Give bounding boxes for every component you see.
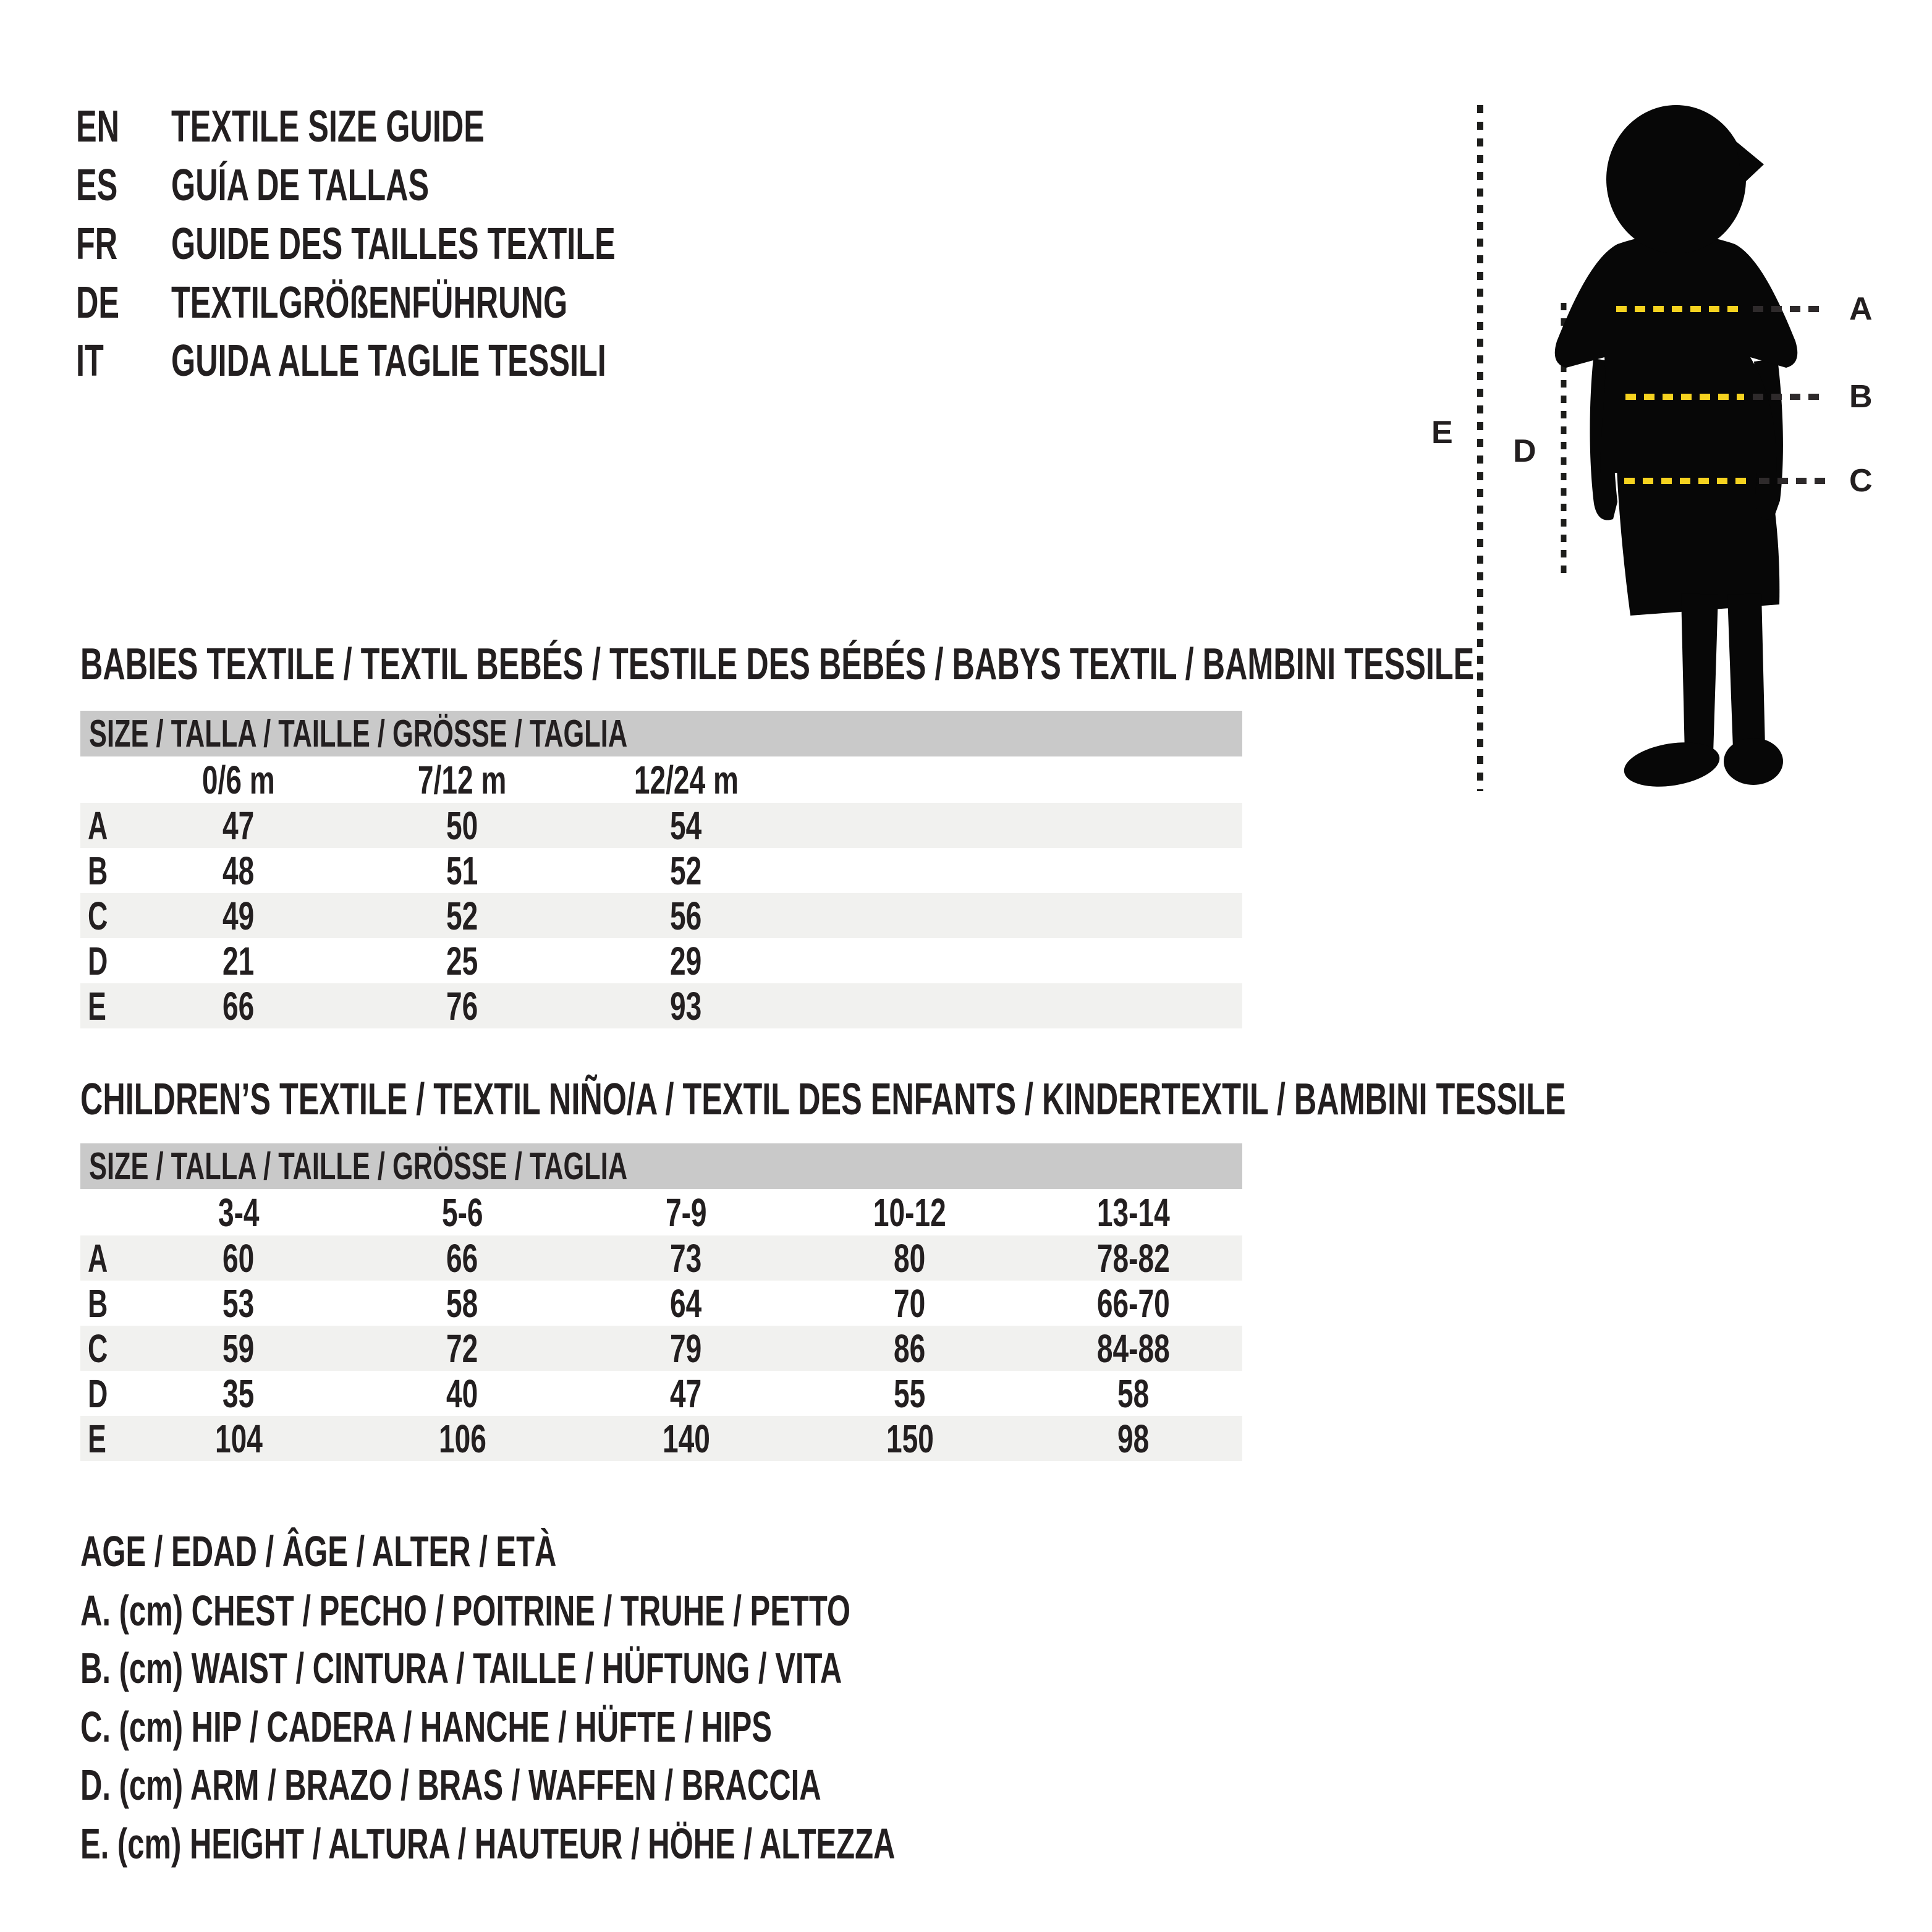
- figure-label-arm: D: [1513, 433, 1536, 469]
- table-cell: 51: [446, 849, 478, 893]
- table-cell: 50: [446, 803, 478, 848]
- babies-col-12-24m: 12/24 m: [633, 757, 739, 802]
- guide-title-de: TEXTILGRÖßENFÜHRUNG: [171, 278, 568, 328]
- table-row: [80, 1281, 1242, 1326]
- babies-table-header-bar: SIZE / TALLA / TAILLE / GRÖSSE / TAGLIA: [80, 711, 1242, 756]
- figure-label-height: E: [1431, 415, 1453, 451]
- table-cell: 58: [446, 1281, 478, 1326]
- table-cell: 58: [1117, 1371, 1150, 1416]
- table-cell: 86: [894, 1326, 926, 1371]
- table-cell: 66: [446, 1236, 478, 1281]
- legend-hip: C. (cm) HIP / CADERA / HANCHE / HÜFTE / HIPS: [80, 1703, 772, 1751]
- child-silhouette: [1555, 105, 1798, 793]
- child-measurement-diagram: [1409, 62, 1932, 834]
- table-cell: 104: [214, 1417, 263, 1461]
- babies-col-0-6m: 0/6 m: [202, 757, 275, 802]
- babies-column-headers: [80, 756, 1242, 803]
- children-col-5-6: 5-6: [441, 1190, 483, 1235]
- table-row: [80, 1416, 1242, 1461]
- table-cell: 73: [670, 1236, 702, 1281]
- language-code: IT: [76, 336, 104, 386]
- children-col-3-4: 3-4: [218, 1190, 260, 1235]
- silhouette-right-shoe: [1724, 738, 1783, 785]
- table-cell: 66-70: [1097, 1281, 1170, 1326]
- table-row: [80, 803, 1242, 848]
- babies-size-table: [80, 711, 1242, 1028]
- row-label: D: [88, 939, 108, 983]
- table-cell: 47: [670, 1371, 702, 1416]
- table-cell: 93: [670, 984, 702, 1028]
- table-cell: 55: [894, 1371, 926, 1416]
- language-code: EN: [76, 102, 120, 151]
- table-row: [80, 848, 1242, 893]
- table-cell: 140: [662, 1417, 710, 1461]
- table-cell: 56: [670, 894, 702, 938]
- table-cell: 52: [670, 849, 702, 893]
- table-cell: 49: [222, 894, 255, 938]
- children-col-10-12: 10-12: [873, 1190, 946, 1235]
- table-cell: 52: [446, 894, 478, 938]
- table-cell: 21: [222, 939, 255, 983]
- table-cell: 25: [446, 939, 478, 983]
- language-code: ES: [76, 161, 118, 210]
- babies-section-title: BABIES TEXTILE / TEXTIL BEBÉS / TESTILE DES BÉBÉS / BABYS TEXTIL / BAMBINI TESSILE: [80, 640, 1475, 689]
- table-cell: 98: [1117, 1417, 1150, 1461]
- table-cell: 48: [222, 849, 255, 893]
- language-code: FR: [76, 219, 118, 269]
- table-cell: 59: [222, 1326, 255, 1371]
- row-label: A: [88, 1236, 108, 1281]
- guide-title-en: TEXTILE SIZE GUIDE: [171, 102, 485, 151]
- table-cell: 70: [894, 1281, 926, 1326]
- table-cell: 53: [222, 1281, 255, 1326]
- table-cell: 66: [222, 984, 255, 1028]
- table-cell: 106: [438, 1417, 486, 1461]
- table-cell: 47: [222, 803, 255, 848]
- row-label: C: [88, 894, 108, 938]
- children-size-table: [80, 1143, 1242, 1461]
- silhouette-head: [1606, 105, 1746, 253]
- table-row: [80, 893, 1242, 938]
- table-cell: 84-88: [1097, 1326, 1170, 1371]
- guide-title-es: GUÍA DE TALLAS: [171, 161, 430, 210]
- table-cell: 40: [446, 1371, 478, 1416]
- row-label: E: [88, 984, 106, 1028]
- silhouette-shorts: [1616, 451, 1779, 616]
- row-label: A: [88, 803, 108, 848]
- row-label: E: [88, 1417, 106, 1461]
- table-cell: 72: [446, 1326, 478, 1371]
- table-cell: 79: [670, 1326, 702, 1371]
- table-cell: 54: [670, 803, 702, 848]
- children-col-7-9: 7-9: [665, 1190, 707, 1235]
- table-cell: 150: [886, 1417, 934, 1461]
- children-column-headers: [80, 1189, 1242, 1235]
- table-cell: 29: [670, 939, 702, 983]
- table-cell: 80: [894, 1236, 926, 1281]
- table-cell: 60: [222, 1236, 255, 1281]
- legend-height: E. (cm) HEIGHT / ALTURA / HAUTEUR / HÖHE / ALTEZZA: [80, 1820, 896, 1868]
- children-table-header-bar: SIZE / TALLA / TAILLE / GRÖSSE / TAGLIA: [80, 1143, 1242, 1189]
- child-silhouette-figure: [1409, 62, 1932, 834]
- figure-label-waist: B: [1849, 379, 1873, 415]
- row-label: C: [88, 1326, 108, 1371]
- table-cell: 35: [222, 1371, 255, 1416]
- children-col-13-14: 13-14: [1097, 1190, 1170, 1235]
- row-label: D: [88, 1371, 108, 1416]
- babies-col-7-12m: 7/12 m: [418, 757, 507, 802]
- legend-age: AGE / EDAD / ÂGE / ALTER / ETÀ: [80, 1527, 557, 1575]
- table-row: [80, 983, 1242, 1028]
- legend-chest: A. (cm) CHEST / PECHO / POITRINE / TRUHE / PETTO: [80, 1587, 851, 1635]
- figure-label-hip: C: [1849, 463, 1873, 499]
- guide-title-it: GUIDA ALLE TAGLIE TESSILI: [171, 336, 606, 386]
- table-row: [80, 938, 1242, 983]
- guide-title-fr: GUIDE DES TAILLES TEXTILE: [171, 219, 616, 269]
- table-cell: 78-82: [1097, 1236, 1170, 1281]
- legend-waist: B. (cm) WAIST / CINTURA / TAILLE / HÜFTUNG / VITA: [80, 1644, 842, 1692]
- language-code: DE: [76, 278, 120, 328]
- table-row: [80, 1371, 1242, 1416]
- table-row: [80, 1235, 1242, 1281]
- table-row: [80, 1326, 1242, 1371]
- table-cell: 76: [446, 984, 478, 1028]
- table-cell: 64: [670, 1281, 702, 1326]
- figure-label-chest: A: [1849, 291, 1873, 327]
- row-label: B: [88, 1281, 108, 1326]
- row-label: B: [88, 849, 108, 893]
- legend-arm: D. (cm) ARM / BRAZO / BRAS / WAFFEN / BRACCIA: [80, 1761, 821, 1809]
- children-section-title: CHILDREN’S TEXTILE / TEXTIL NIÑO/A / TEXTIL DES ENFANTS / KINDERTEXTIL / BAMBINI TESSILE: [80, 1075, 1566, 1124]
